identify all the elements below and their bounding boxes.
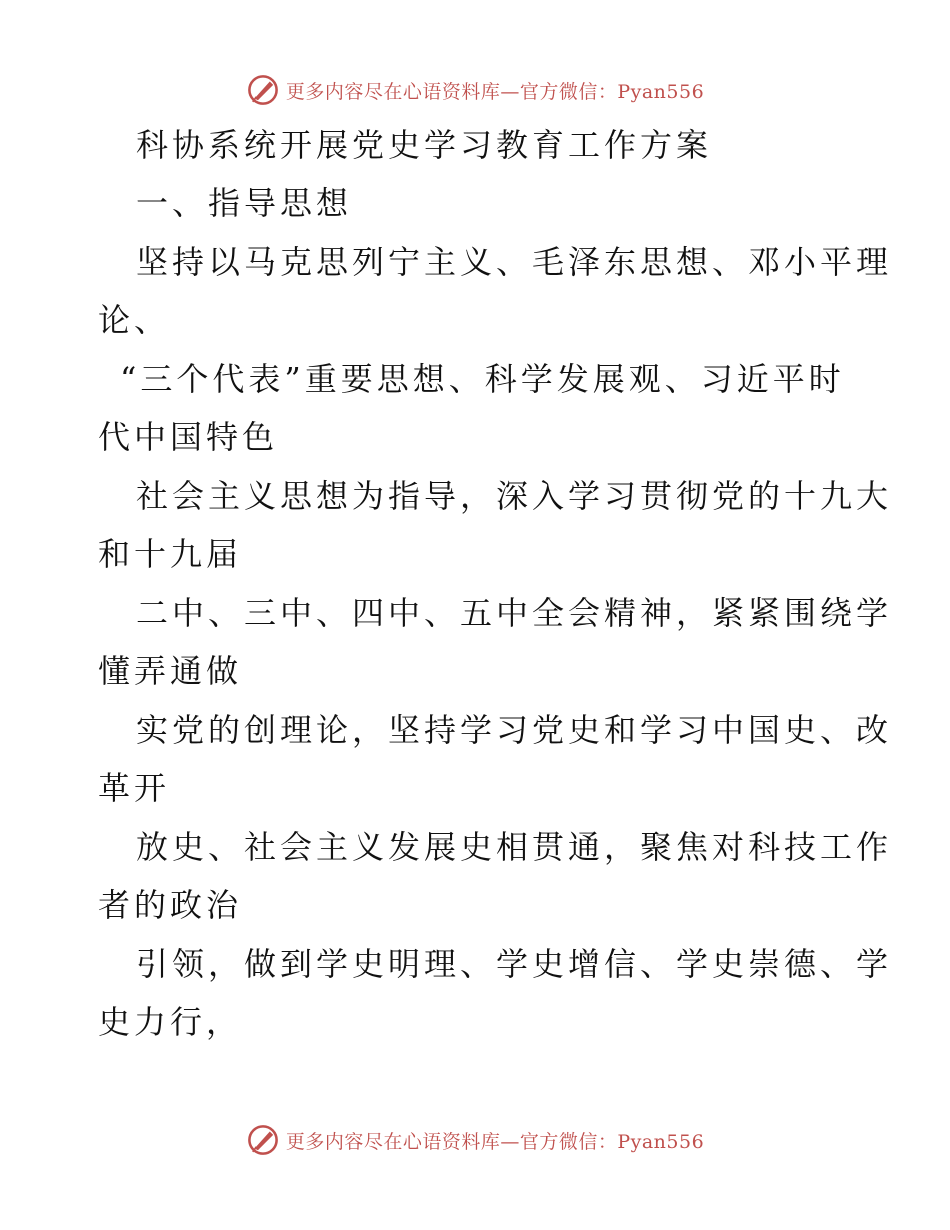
paragraph-line: 者的政治	[98, 886, 243, 924]
section-heading: 一、指导思想	[136, 184, 353, 222]
footer-watermark	[0, 1120, 950, 1160]
paragraph-line: 论、	[98, 301, 171, 339]
paragraph-line: 代中国特色	[98, 418, 279, 456]
document-title: 科协系统开展党史学习教育工作方案	[136, 126, 713, 164]
quill-logo-icon	[246, 1123, 280, 1157]
paragraph-line: 懂弄通做	[98, 652, 243, 690]
header-watermark	[0, 70, 950, 110]
paragraph-line: 二中、三中、四中、五中全会精神，紧紧围绕学	[136, 594, 893, 632]
paragraph-line: 实党的创理论，坚持学习党史和学习中国史、改	[136, 711, 893, 749]
paragraph-line: 史力行，	[98, 1003, 243, 1041]
paragraph-line: 和十九届	[98, 535, 243, 573]
paragraph-line: 放史、社会主义发展史相贯通，聚焦对科技工作	[136, 828, 893, 866]
watermark-text: 更多内容尽在心语资料库—官方微信：Pyan556	[285, 80, 705, 103]
paragraph-line: 坚持以马克思列宁主义、毛泽东思想、邓小平理	[136, 243, 893, 281]
paragraph-line: “三个代表”重要思想、科学发展观、习近平时	[120, 360, 845, 398]
paragraph-line: 引领，做到学史明理、学史增信、学史崇德、学	[136, 945, 893, 983]
watermark-text: 更多内容尽在心语资料库—官方微信：Pyan556	[285, 1130, 705, 1153]
paragraph-line: 社会主义思想为指导，深入学习贯彻党的十九大	[136, 477, 893, 515]
paragraph-line: 革开	[98, 769, 171, 807]
quill-logo-icon	[246, 73, 280, 107]
